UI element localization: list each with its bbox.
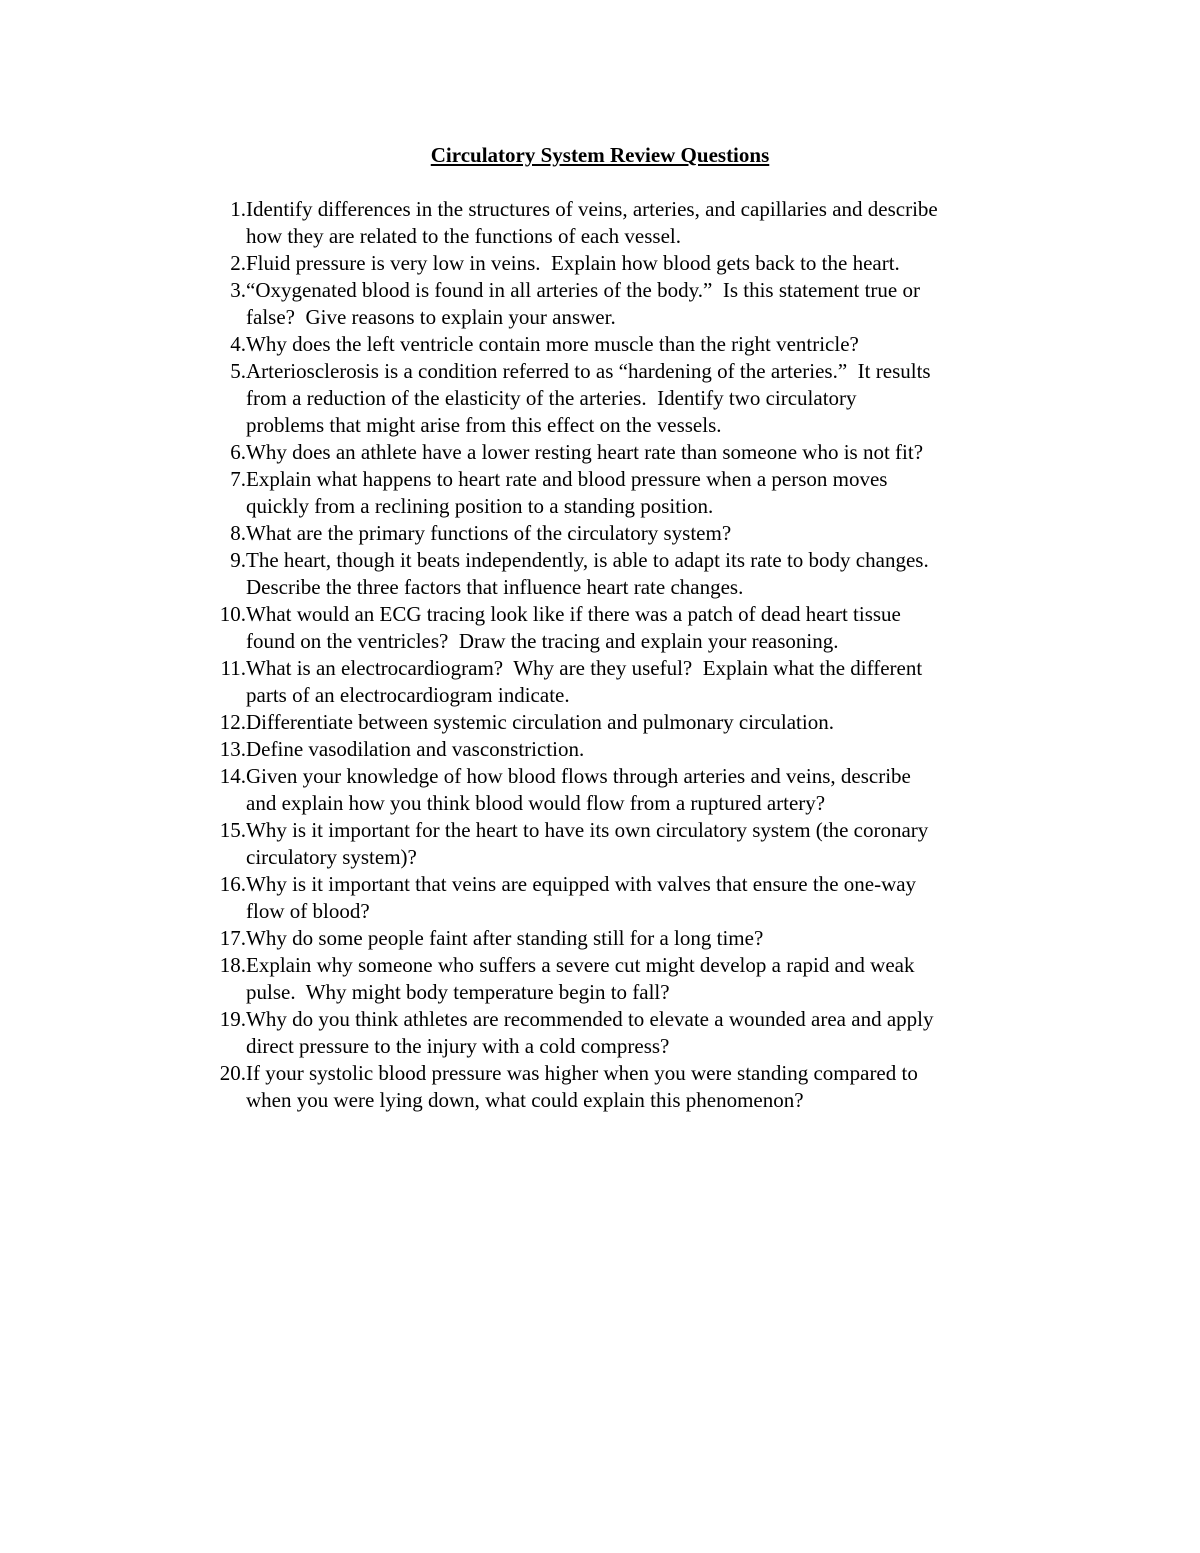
question-item	[206, 763, 1036, 817]
question-number: 4.	[230, 332, 246, 356]
question-item	[206, 196, 1036, 250]
question-number: 13.	[219, 737, 246, 761]
question-text	[246, 439, 1036, 466]
question-number: 7.	[230, 467, 246, 491]
question-text-line: how they are related to the functions of each vessel.	[246, 224, 682, 248]
question-text-line: quickly from a reclining position to a standing position.	[246, 494, 714, 518]
question-text	[246, 196, 1036, 250]
question-text-line: Why does the left ventricle contain more muscle than the right ventricle?	[246, 332, 859, 356]
question-item	[206, 736, 1036, 763]
question-text-line: Explain why someone who suffers a severe cut might develop a rapid and weak	[246, 953, 915, 977]
question-text-line: circulatory system)?	[246, 845, 417, 869]
question-item	[206, 952, 1036, 1006]
question-number: 15.	[219, 818, 246, 842]
question-text	[246, 817, 1036, 871]
question-item	[206, 709, 1036, 736]
question-text-line: What is an electrocardiogram? Why are they useful? Explain what the different	[246, 656, 923, 680]
question-text-line: Fluid pressure is very low in veins. Explain how blood gets back to the heart.	[246, 251, 900, 275]
question-text	[246, 250, 1036, 277]
question-list	[206, 196, 1036, 1114]
question-text-line: false? Give reasons to explain your answer.	[246, 305, 616, 329]
question-text-line: Arteriosclerosis is a condition referred to as “hardening of the arteries.” It results	[246, 359, 931, 383]
question-text-line: pulse. Why might body temperature begin to fall?	[246, 980, 670, 1004]
question-text	[246, 655, 1036, 709]
question-text-line: Define vasodilation and vasconstriction.	[246, 737, 585, 761]
question-number: 1.	[230, 197, 246, 221]
question-text	[246, 601, 1036, 655]
question-text-line: Identify differences in the structures of veins, arteries, and capillaries and describe	[246, 197, 938, 221]
question-number: 14.	[219, 764, 246, 788]
question-text-line: problems that might arise from this effect on the vessels.	[246, 413, 722, 437]
question-number: 19.	[219, 1007, 246, 1031]
question-item	[206, 466, 1036, 520]
question-item	[206, 1060, 1036, 1114]
question-text	[246, 925, 1036, 952]
question-text-line: Describe the three factors that influence heart rate changes.	[246, 575, 744, 599]
question-item	[206, 925, 1036, 952]
question-text	[246, 277, 1036, 331]
question-text	[246, 709, 1036, 736]
page-title: Circulatory System Review Questions	[430, 143, 770, 167]
question-number: 9.	[230, 548, 246, 572]
question-text-line: from a reduction of the elasticity of the arteries. Identify two circulatory	[246, 386, 857, 410]
question-text-line: What would an ECG tracing look like if there was a patch of dead heart tissue	[246, 602, 901, 626]
question-text-line: Why does an athlete have a lower resting heart rate than someone who is not fit?	[246, 440, 924, 464]
question-text-line: Why do some people faint after standing still for a long time?	[246, 926, 764, 950]
question-text-line: parts of an electrocardiogram indicate.	[246, 683, 570, 707]
question-item	[206, 547, 1036, 601]
question-number: 16.	[219, 872, 246, 896]
question-item	[206, 817, 1036, 871]
question-number: 8.	[230, 521, 246, 545]
question-item	[206, 439, 1036, 466]
question-item	[206, 277, 1036, 331]
question-text	[246, 1006, 1036, 1060]
question-text	[246, 331, 1036, 358]
question-text	[246, 547, 1036, 601]
question-item	[206, 520, 1036, 547]
question-number: 20.	[219, 1061, 246, 1085]
question-text-line: direct pressure to the injury with a cold compress?	[246, 1034, 670, 1058]
question-text	[246, 466, 1036, 520]
question-text	[246, 358, 1036, 439]
question-text-line: Given your knowledge of how blood flows through arteries and veins, describe	[246, 764, 911, 788]
question-text	[246, 952, 1036, 1006]
question-text-line: and explain how you think blood would flow from a ruptured artery?	[246, 791, 826, 815]
question-number: 2.	[230, 251, 246, 275]
question-text-line: Why is it important that veins are equipped with valves that ensure the one-way	[246, 872, 917, 896]
question-text	[246, 871, 1036, 925]
question-number: 11.	[220, 656, 246, 680]
question-text-line: Why do you think athletes are recommended to elevate a wounded area and apply	[246, 1007, 934, 1031]
question-text	[246, 520, 1036, 547]
question-text-line: when you were lying down, what could explain this phenomenon?	[246, 1088, 804, 1112]
question-item	[206, 331, 1036, 358]
question-text-line: found on the ventricles? Draw the tracing and explain your reasoning.	[246, 629, 839, 653]
question-item	[206, 601, 1036, 655]
question-text-line: If your systolic blood pressure was higher when you were standing compared to	[246, 1061, 918, 1085]
question-number: 17.	[219, 926, 246, 950]
question-text-line: What are the primary functions of the circulatory system?	[246, 521, 732, 545]
question-text	[246, 763, 1036, 817]
question-text-line: Explain what happens to heart rate and blood pressure when a person moves	[246, 467, 888, 491]
question-item	[206, 871, 1036, 925]
question-number: 18.	[219, 953, 246, 977]
question-item	[206, 250, 1036, 277]
question-number: 6.	[230, 440, 246, 464]
question-text-line: flow of blood?	[246, 899, 370, 923]
question-item	[206, 1006, 1036, 1060]
question-number: 5.	[230, 359, 246, 383]
question-text	[246, 1060, 1036, 1114]
question-text	[246, 736, 1036, 763]
question-text-line: “Oxygenated blood is found in all arteries of the body.” Is this statement true or	[246, 278, 920, 302]
question-item	[206, 655, 1036, 709]
question-text-line: Why is it important for the heart to have its own circulatory system (the coronary	[246, 818, 929, 842]
question-number: 10.	[219, 602, 246, 626]
question-item	[206, 358, 1036, 439]
question-number: 12.	[219, 710, 246, 734]
question-text-line: Differentiate between systemic circulation and pulmonary circulation.	[246, 710, 834, 734]
question-text-line: The heart, though it beats independently, is able to adapt its rate to body changes.	[246, 548, 929, 572]
question-number: 3.	[230, 278, 246, 302]
